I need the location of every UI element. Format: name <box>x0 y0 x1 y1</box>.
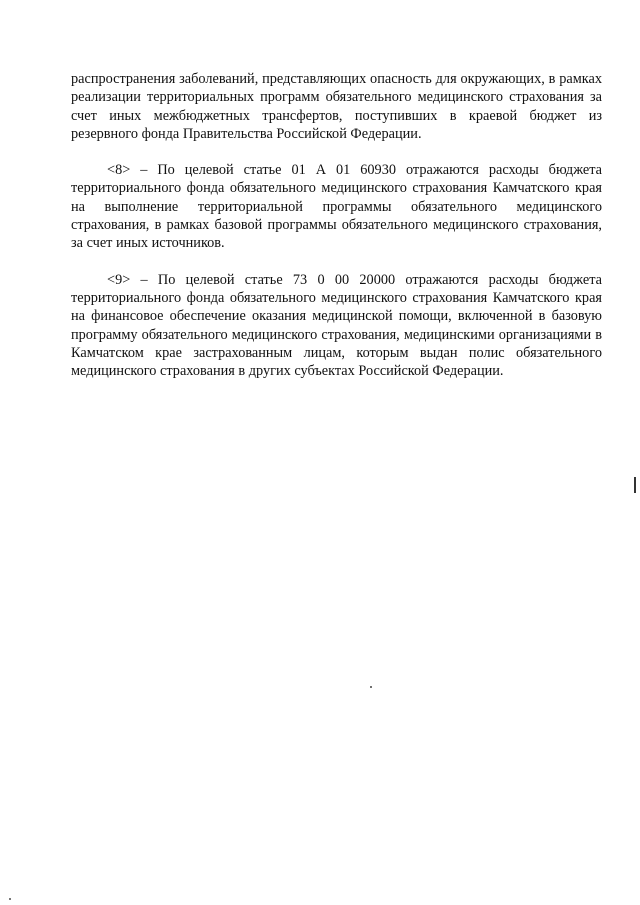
scan-corner-mark <box>9 898 11 900</box>
paragraph-continuation: распространения заболеваний, представляющих опасность для окружающих, в рамках реализации территориальных программ обязательного медицинского страхования за счет иных межбюджетных трансфертов, поступивших в краевой бюджет из резервного фонда Правительства Российской Федерации. <box>71 71 602 142</box>
document-body <box>71 70 602 380</box>
footnote-8: <8> – По целевой статье 01 А 01 60930 отражаются расходы бюджета территориального фонда обязательного медицинского страхования Камчатского края на выполнение территориальной программы обязательного медицинского страхования, в рамках базовой программы обязательного медицинского страхования, за счет иных источников. <box>71 162 602 252</box>
scan-dot-mark <box>370 686 372 688</box>
footnote-9: <9> – По целевой статье 73 0 00 20000 отражаются расходы бюджета территориального фонда обязательного медицинского страхования Камчатского края на финансовое обеспечение оказания медицинской помощи, включенной в базовую программу обязательного медицинского страхования, медицинскими организациями в Камчатском крае застрахованным лицам, которым выдан полис обязательного медицинского страхования в других субъектах Российской Федерации. <box>71 271 602 380</box>
scan-edge-mark <box>634 477 636 493</box>
